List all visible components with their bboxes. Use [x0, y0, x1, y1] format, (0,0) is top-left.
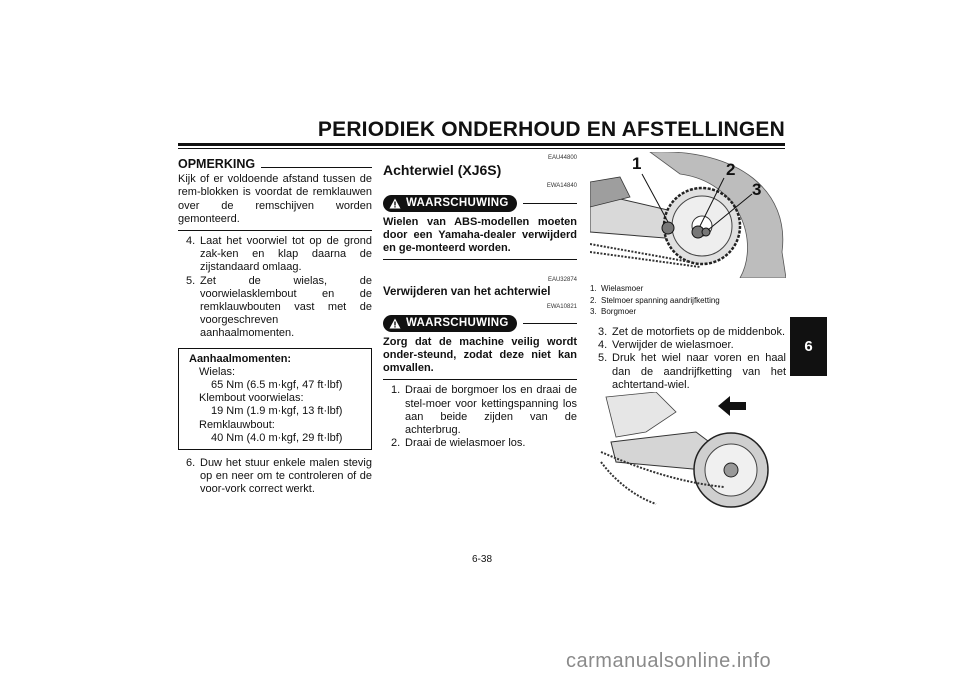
legend-item [590, 283, 786, 295]
warning-text: Wielen van ABS-modellen moeten door een Yamaha-dealer verwijderd en ge-monteerd worden. [383, 215, 577, 255]
note-heading-label: OPMERKING [178, 157, 256, 171]
steps-list-2 [178, 457, 372, 497]
rear-wheel-illustration [590, 152, 786, 278]
warning-rule [523, 203, 577, 204]
step-number: 4. [598, 339, 608, 352]
warning-text: Zorg dat de machine veilig wordt onder-steund, zodat deze niet kan omvallen. [383, 335, 577, 375]
torque-label: Klembout voorwielas: [199, 392, 304, 405]
step-text: Verwijder de wielasmoer. [612, 339, 734, 352]
middle-column [383, 152, 577, 450]
legend-number: 2. [590, 295, 597, 305]
warning-triangle-icon [389, 318, 401, 329]
step-text: Draai de borgmoer los en draai de stel-moer voor kettingspanning los aan beide zijden van de achterbrug. [405, 384, 577, 437]
warning-bar [383, 315, 577, 332]
step-number: 1. [391, 384, 401, 397]
watermark: carmanualsonline.info [566, 650, 772, 672]
note-heading [178, 158, 372, 171]
warning-badge [383, 195, 517, 212]
left-column [178, 158, 372, 497]
step-text: Zet de wielas, de voorwielasklembout en de remklauwbouten vast met de voorgeschreven aanhaalmomenten. [200, 274, 372, 340]
doc-code: EWA14840 [546, 183, 577, 190]
list-item [391, 384, 577, 437]
warning-label: WAARSCHUWING [406, 196, 509, 209]
figure-rear-wheel-chain [590, 152, 786, 278]
subsection-title: Verwijderen van het achterwiel [383, 286, 551, 299]
step-text: Zet de motorfiets op de middenbok. [612, 326, 786, 338]
legend-item [590, 306, 786, 318]
section-title: Achterwiel (XJ6S) [383, 162, 502, 179]
step-number: 3. [598, 326, 608, 338]
figure-wheel-removal [596, 392, 786, 508]
doc-code: EWA10821 [546, 303, 577, 310]
torque-label: Remklauwbout: [199, 418, 275, 431]
legend-item [590, 295, 786, 307]
doc-code: EAU32874 [547, 277, 577, 284]
step-number: 4. [186, 235, 196, 248]
header-rule [178, 143, 785, 146]
list-item [186, 457, 372, 497]
step-text: Draai de wielasmoer los. [405, 437, 526, 450]
step-number: 5. [186, 274, 196, 287]
legend-number: 3. [590, 307, 597, 316]
list-item [598, 339, 786, 352]
warning-triangle-icon [389, 198, 401, 209]
torque-title: Aanhaalmomenten: [189, 352, 292, 365]
note-text: Kijk of er voldoende afstand tussen de rem-blokken is voordat de remklauwen over de remschijven worden gemonteerd. [178, 173, 372, 225]
torque-box [178, 348, 372, 450]
page-header-title: PERIODIEK ONDERHOUD EN AFSTELLINGEN [317, 118, 785, 141]
page-number: 6-38 [471, 554, 492, 565]
torque-label: Wielas: [199, 365, 236, 378]
legend-number: 1. [590, 284, 597, 293]
legend-text: Stelmoer spanning aandrijfketting [601, 295, 720, 305]
step-number: 5. [598, 352, 608, 365]
warning-end-rule [383, 259, 577, 260]
step-number: 2. [391, 437, 401, 450]
list-item [598, 352, 786, 392]
warning-label: WAARSCHUWING [406, 316, 509, 329]
note-end-rule [178, 230, 372, 231]
torque-value: 40 Nm (4.0 m·kgf, 29 ft·lbf) [211, 431, 343, 444]
step-number: 6. [186, 457, 196, 470]
warning-rule [523, 323, 577, 324]
doc-code: EAU44800 [547, 155, 577, 161]
callout-2: 2 [726, 160, 736, 179]
steps-list [383, 384, 577, 450]
callout-1: 1 [632, 154, 642, 173]
list-item [186, 235, 372, 275]
callout-3: 3 [752, 180, 762, 199]
step-text: Druk het wiel naar voren en haal dan de aandrijfketting van het achtertand-wiel. [612, 352, 786, 391]
warning-bar [383, 195, 577, 212]
torque-value: 19 Nm (1.9 m·kgf, 13 ft·lbf) [211, 405, 343, 418]
list-item [391, 437, 577, 450]
right-steps-list [598, 326, 786, 392]
list-item [186, 275, 372, 341]
legend-text: Borgmoer [601, 307, 637, 316]
note-heading-rule [261, 167, 372, 168]
warning-badge [383, 315, 517, 332]
step-text: Laat het voorwiel tot op de grond zak-ken en klap daarna de zijstandaard omlaag. [200, 235, 372, 274]
legend-text: Wielasmoer [601, 284, 644, 293]
steps-list [178, 235, 372, 341]
wheel-removal-illustration [596, 392, 786, 508]
figure-legend [590, 283, 786, 318]
warning-end-rule [383, 379, 577, 380]
header-rule-thin [178, 148, 785, 149]
step-text: Duw het stuur enkele malen stevig op en neer om te controleren of de voor-vork correct werkt. [200, 457, 372, 496]
list-item [598, 326, 786, 339]
chapter-tab: 6 [790, 317, 827, 376]
torque-value: 65 Nm (6.5 m·kgf, 47 ft·lbf) [211, 379, 343, 392]
